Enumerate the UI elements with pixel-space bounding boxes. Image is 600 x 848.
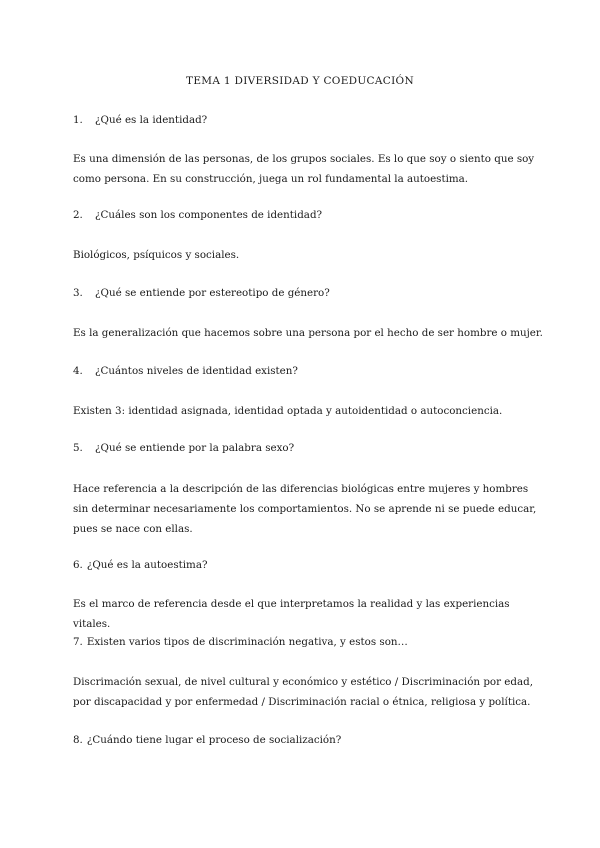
question-3 — [73, 287, 330, 299]
question-2 — [73, 209, 322, 221]
question-number: 5. — [73, 442, 83, 454]
answer-3: Es la generalización que hacemos sobre una persona por el hecho de ser hombre o mujer. — [73, 327, 543, 339]
answer-1: Es una dimensión de las personas, de los grupos sociales. Es lo que soy o siento que soy como persona. En su construcción, juega un rol fundamental la autoestima. — [73, 153, 535, 185]
document-title: TEMA 1 DIVERSIDAD Y COEDUCACIÓN — [186, 75, 414, 87]
question-8 — [73, 734, 341, 746]
question-1 — [73, 114, 207, 126]
question-number: 7. — [73, 636, 83, 648]
question-number: 2. — [73, 209, 83, 221]
question-text: ¿Cuáles son los componentes de identidad? — [95, 209, 323, 221]
question-7 — [73, 636, 408, 648]
question-number: 4. — [73, 365, 83, 377]
answer-6: Es el marco de referencia desde el que interpretamos la realidad y las experiencias vitales. — [73, 598, 510, 630]
answer-7: Discrimación sexual, de nivel cultural y económico y estético / Discriminación por edad, por discapacidad y por enfermedad / Discriminación racial o étnica, religiosa y política. — [73, 676, 533, 708]
question-number: 6. — [73, 559, 83, 571]
answer-4: Existen 3: identidad asignada, identidad optada y autoidentidad o autoconciencia. — [73, 405, 503, 417]
question-number: 3. — [73, 287, 83, 299]
question-text: ¿Cuándo tiene lugar el proceso de socialización? — [86, 734, 342, 746]
question-text: Existen varios tipos de discriminación negativa, y estos son… — [86, 636, 408, 648]
question-5 — [73, 442, 294, 454]
question-text: ¿Qué se entiende por la palabra sexo? — [95, 442, 295, 454]
question-text: ¿Qué es la identidad? — [95, 114, 208, 126]
question-text: ¿Qué es la autoestima? — [86, 559, 208, 571]
question-number: 1. — [73, 114, 83, 126]
question-number: 8. — [73, 734, 83, 746]
answer-5: Hace referencia a la descripción de las diferencias biológicas entre mujeres y hombres sin determinar necesariamente los comportamientos. No se aprende ni se puede educar, pues se nace con ellas. — [73, 483, 537, 535]
question-6 — [73, 559, 208, 571]
question-text: ¿Cuántos niveles de identidad existen? — [95, 365, 298, 377]
question-text: ¿Qué se entiende por estereotipo de género? — [95, 287, 330, 299]
answer-2: Biológicos, psíquicos y sociales. — [73, 249, 240, 261]
question-4 — [73, 365, 298, 377]
